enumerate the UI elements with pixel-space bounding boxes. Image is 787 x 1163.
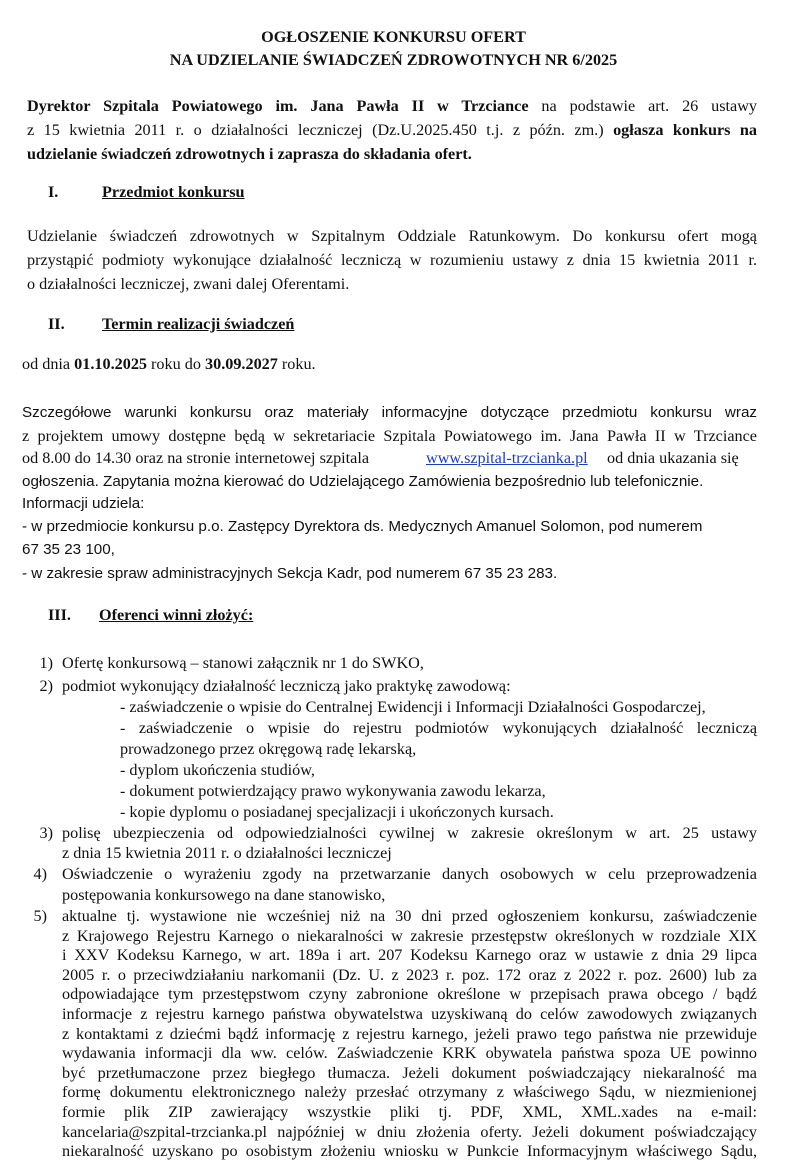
section-1-number: I. — [48, 183, 59, 201]
item-1-text: Ofertę konkursową – stanowi załącznik nr 1 do SWKO, — [62, 654, 424, 672]
item-3-line-2: z dnia 15 kwietnia 2011 r. o działalności leczniczej — [62, 844, 392, 862]
item-4-line-2: postępowania konkursowego na dane stanowisko, — [62, 886, 386, 904]
item-5-line: 2005 r. o przeciwdziałaniu narkomanii (Dz. U. z 2023 r. poz. 172 oraz z 2022 r. poz. 2600) lub za — [62, 965, 757, 984]
item-5-line: informacje z rejestru karnego państwa obywatelstwa uzyskiwaną do celów zawodowych związanych — [62, 1005, 757, 1023]
intro-line-2-plain: z 15 kwietnia 2011 r. o działalności leczniczej (Dz.U.2025.450 t.j. z późn. zm.) — [27, 121, 604, 139]
details-line-4: ogłoszenia. Zapytania można kierować do Udzielającego Zamówienia bezpośrednio lub telefonicznie. — [22, 473, 704, 490]
item-5-line: kancelaria@szpital-trzcianka.pl najpóźniej w dniu złożenia oferty. Jeżeli dokument poświadczający — [62, 1122, 757, 1141]
announcement-title-line2: NA UDZIELANIE ŚWIADCZEŃ ZDROWOTNYCH NR 6/2025 — [169, 51, 618, 69]
period-start-date: 01.10.2025 — [74, 355, 147, 373]
section-1-line-1: Udzielanie świadczeń zdrowotnych w Szpitalnym Oddziale Ratunkowym. Do konkursu ofert mogą — [27, 227, 757, 245]
period-suffix: roku. — [277, 355, 316, 373]
item-5-line: z Krajowego Rejestru Karnego o niekaralności w zakresie przestępstw określonych w rozdziale XIX — [62, 926, 757, 945]
section-3-number: III. — [48, 606, 71, 624]
item-2-text: podmiot wykonujący działalność leczniczą jako praktykę zawodową: — [62, 677, 511, 695]
contract-period — [22, 354, 316, 375]
period-end-date: 30.09.2027 — [205, 355, 278, 373]
item-5-line: odpowiadające tym przestępstwom czyny zabronione określone w przepisach prawa obcego / bądź — [62, 985, 757, 1004]
details-line-1: Szczegółowe warunki konkursu oraz materiały informacyjne dotyczące przedmiotu konkursu wraz — [22, 404, 757, 421]
intro-line-2-bold: ogłasza konkurs na — [603, 121, 758, 139]
item-5-line: i XXV Kodeksu Karnego, w art. 189a i art. 207 Kodeksu Karnego oraz w ustawie z dnia 29 lipca — [62, 946, 757, 965]
hospital-website-link[interactable]: www.szpital-trzcianka.pl — [426, 449, 588, 467]
item-4-line-1: Oświadczenie o wyrażeniu zgody na przetwarzanie danych osobowych w celu przeprowadzenia — [62, 865, 757, 883]
item-5-number: 5) — [33, 907, 47, 925]
intro-line-3-bold: udzielanie świadczeń zdrowotnych i zaprasza do składania ofert. — [27, 145, 472, 163]
section-2-title: Termin realizacji świadczeń — [102, 315, 295, 333]
section-2-number: II. — [48, 315, 65, 333]
item-2-number: 2) — [39, 677, 53, 695]
details-line-3a: od 8.00 do 14.30 oraz na stronie internetowej szpitala — [22, 449, 370, 467]
period-prefix: od dnia — [22, 355, 75, 373]
details-line-6: - w przedmiocie konkursu p.o. Zastępcy Dyrektora ds. Medycznych Amanuel Solomon, pod numerem — [22, 518, 703, 535]
intro-line-3 — [27, 144, 472, 165]
item-5-line: z kontaktami z dziećmi bądź informację z rejestru karnego, jeżeli prawo tego państwa nie przewiduje — [62, 1024, 757, 1043]
intro-line-2 — [27, 120, 757, 141]
item-5-line: aktualne tj. wystawione nie wcześniej niż na 30 dni przed ogłoszeniem konkursu, zaświadczenie — [62, 907, 757, 925]
details-line-7: 67 35 23 100, — [22, 541, 115, 558]
section-1-line-3: o działalności leczniczej, zwani dalej Oferentami. — [27, 275, 350, 293]
item-5-line: być przetłumaczone przez biegłego tłumacza. Jeżeli dokument poświadczający niekaralność ma — [62, 1063, 757, 1082]
item-2-sub-5: - kopie dyplomu o posiadanej specjalizacji i ukończonych kursach. — [120, 803, 554, 821]
details-line-3b: od dnia ukazania się — [607, 449, 739, 467]
item-2-sub-2-line-1: - zaświadczenie o wpisie do rejestru podmiotów wykonujących działalność leczniczą — [120, 719, 757, 737]
item-5-line: wydawania informacji dla ww. celów. Zaświadczenie KRK obywatela państwa spoza UE powinno — [62, 1044, 757, 1063]
item-3-line-1: polisę ubezpieczenia od odpowiedzialności cywilnej w zakresie określonym w art. 25 ustawy — [62, 824, 757, 842]
details-line-2: z projektem umowy dostępne będą w sekretariacie Szpitala Powiatowego im. Jana Pawła II w Trzciance — [22, 427, 757, 445]
item-5-line: niekaralność uzyskano po osobistym złożeniu wniosku w Punkcie Informacyjnym właściwego Sądu, — [62, 1142, 757, 1160]
intro-line-1 — [27, 96, 757, 117]
section-3-title: Oferenci winni złożyć: — [99, 606, 254, 624]
item-5-line: formie plik ZIP zawierający wszystkie pliki tj. PDF, XML, XML.xades na e-mail: — [62, 1103, 757, 1121]
item-4-number: 4) — [33, 865, 47, 883]
details-line-5: Informacji udziela: — [22, 495, 145, 512]
details-line-8: - w zakresie spraw administracyjnych Sekcja Kadr, pod numerem 67 35 23 283. — [22, 565, 558, 582]
section-1-title: Przedmiot konkursu — [102, 183, 245, 201]
item-5-line: formę dokumentu elektronicznego należy przesłać otrzymany z właściwego Sądu, w niezmienionej — [62, 1083, 757, 1102]
item-2-sub-4: - dokument potwierdzający prawo wykonywania zawodu lekarza, — [120, 782, 546, 800]
item-1-number: 1) — [39, 654, 53, 672]
item-2-sub-1: - zaświadczenie o wpisie do Centralnej Ewidencji i Informacji Działalności Gospodarczej, — [120, 698, 706, 716]
item-3-number: 3) — [39, 824, 53, 842]
item-2-sub-3: - dyplom ukończenia studiów, — [120, 761, 315, 779]
intro-line-1-rest: na podstawie art. 26 ustawy — [528, 97, 757, 115]
hospital-director: Dyrektor Szpitala Powiatowego im. Jana Pawła II w Trzciance — [27, 97, 529, 115]
section-1-line-2: przystąpić podmioty wykonujące działalność leczniczą w rozumieniu ustawy z dnia 15 kwietnia 2011 r. — [27, 251, 757, 269]
period-mid: roku do — [147, 355, 205, 373]
announcement-title-line1: OGŁOSZENIE KONKURSU OFERT — [261, 28, 526, 46]
item-2-sub-2-line-2: prowadzonego przez okręgową radę lekarską, — [120, 740, 417, 758]
